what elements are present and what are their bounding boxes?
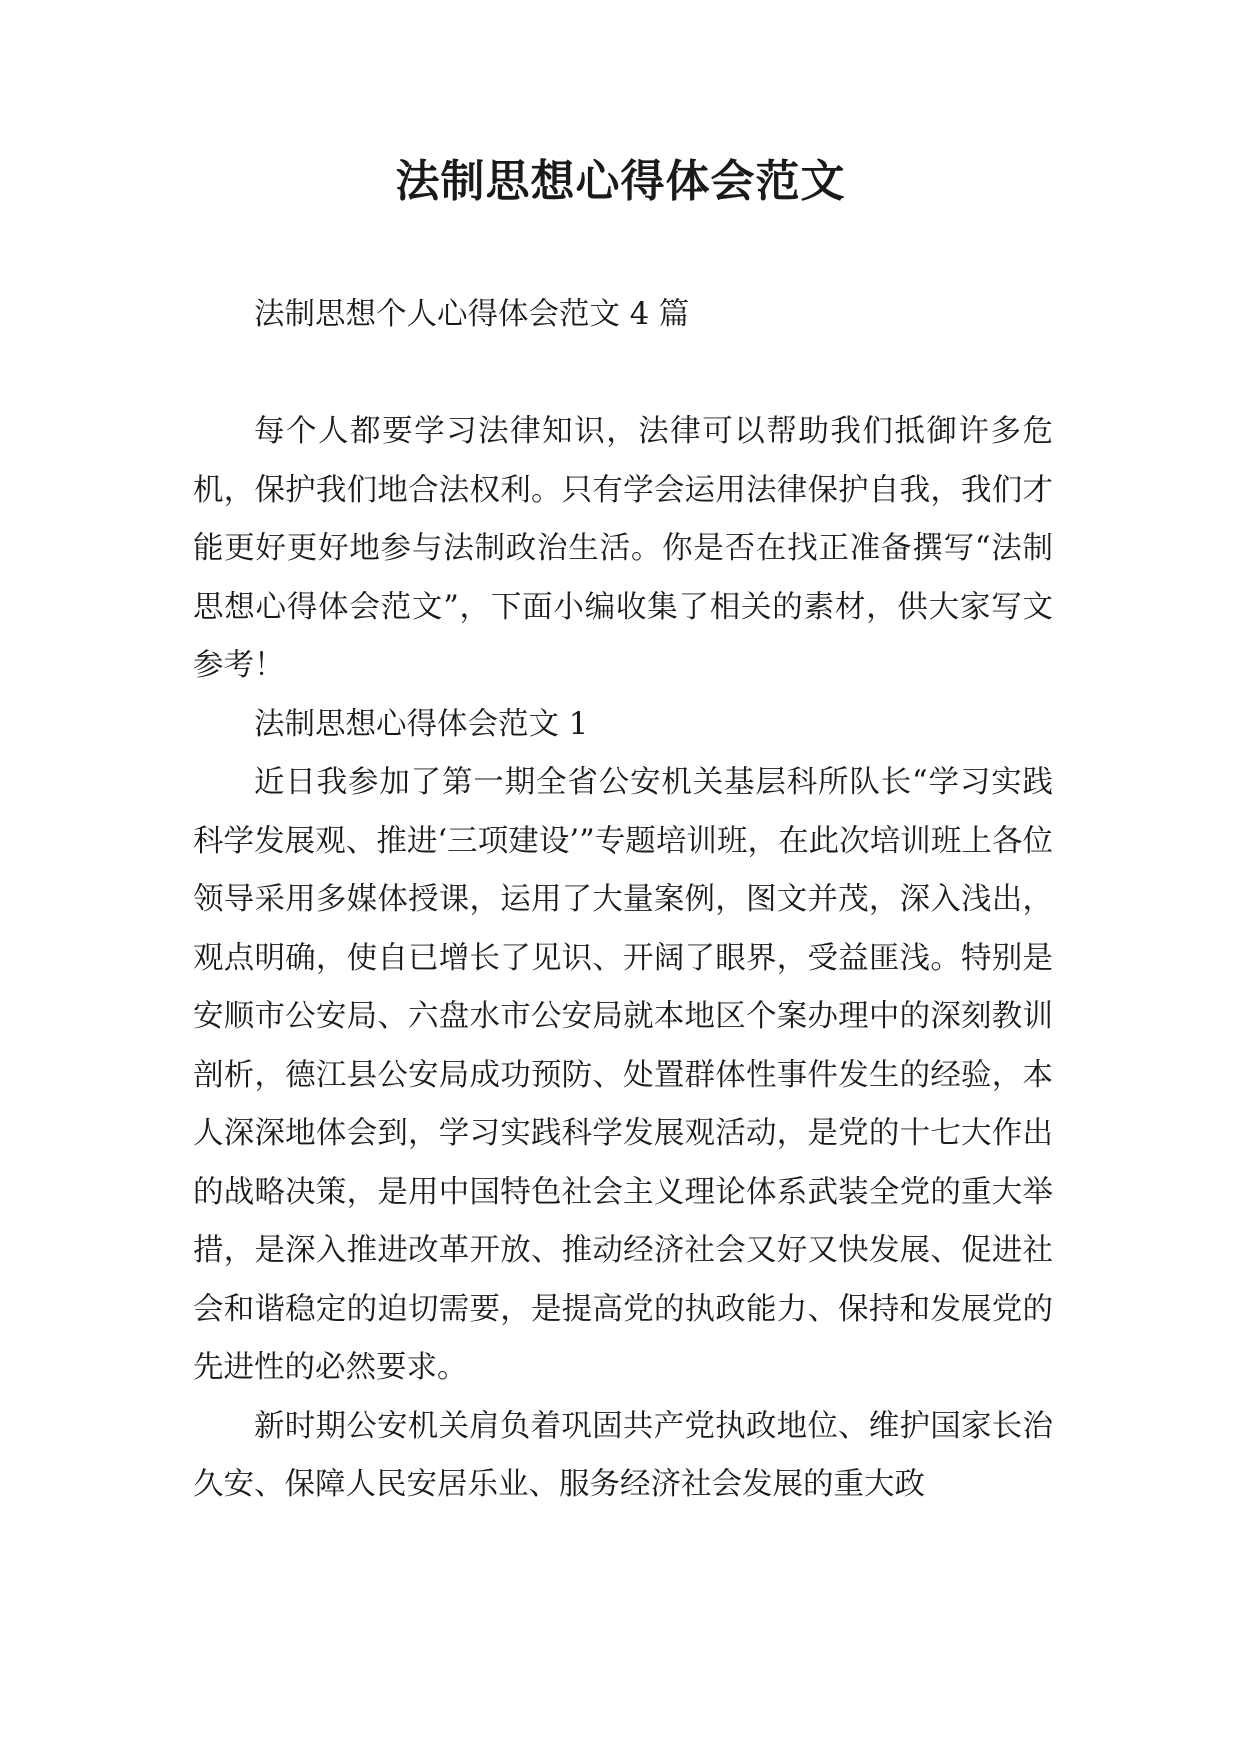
document-title: 法制思想心得体会范文 [395, 156, 846, 207]
body-paragraph-1: 近日我参加了第一期全省公安机关基层科所队长“学习实践科学发展观、推进‘三项建设’”专题培训班，在此次培训班上各位领导采用多媒体授课，运用了大量案例，图文并茂，深入浅出，观点明确，使自已增长了见识、开阔了眼界，受益匪浅。特别是安顺市公安局、六盘水市公安局就本地区个案办理中的深刻教训剖析，德江县公安局成功预防、处置群体性事件发生的经验，本人深深地体会到，学习实践科学发展观活动，是党的十七大作出的战略决策，是用中国特色社会主义理论体系武装全党的重大举措，是深入推进改革开放、推动经济社会又好又快发展、促进社会和谐稳定的迫切需要，是提高党的执政能力、保持和发展党的先进性的必然要求。 [193, 765, 1053, 1385]
document-body [193, 286, 1053, 1515]
body-paragraph-2: 新时期公安机关肩负着巩固共产党执政地位、维护国家长治久安、保障人民安居乐业、服务经济社会发展的重大政 [193, 1408, 1053, 1502]
blank-line [193, 345, 1053, 404]
subtitle: 法制思想个人心得体会范文 4 篇 [254, 297, 690, 332]
intro-paragraph: 每个人都要学习法律知识，法律可以帮助我们抵御许多危机，保护我们地合法权利。只有学会运用法律保护自我，我们才能更好更好地参与法制政治生活。你是否在找正准备撰写“法制思想心得体会范文”，下面小编收集了相关的素材，供大家写文参考！ [193, 414, 1053, 683]
section-heading: 法制思想心得体会范文 1 [254, 706, 589, 742]
